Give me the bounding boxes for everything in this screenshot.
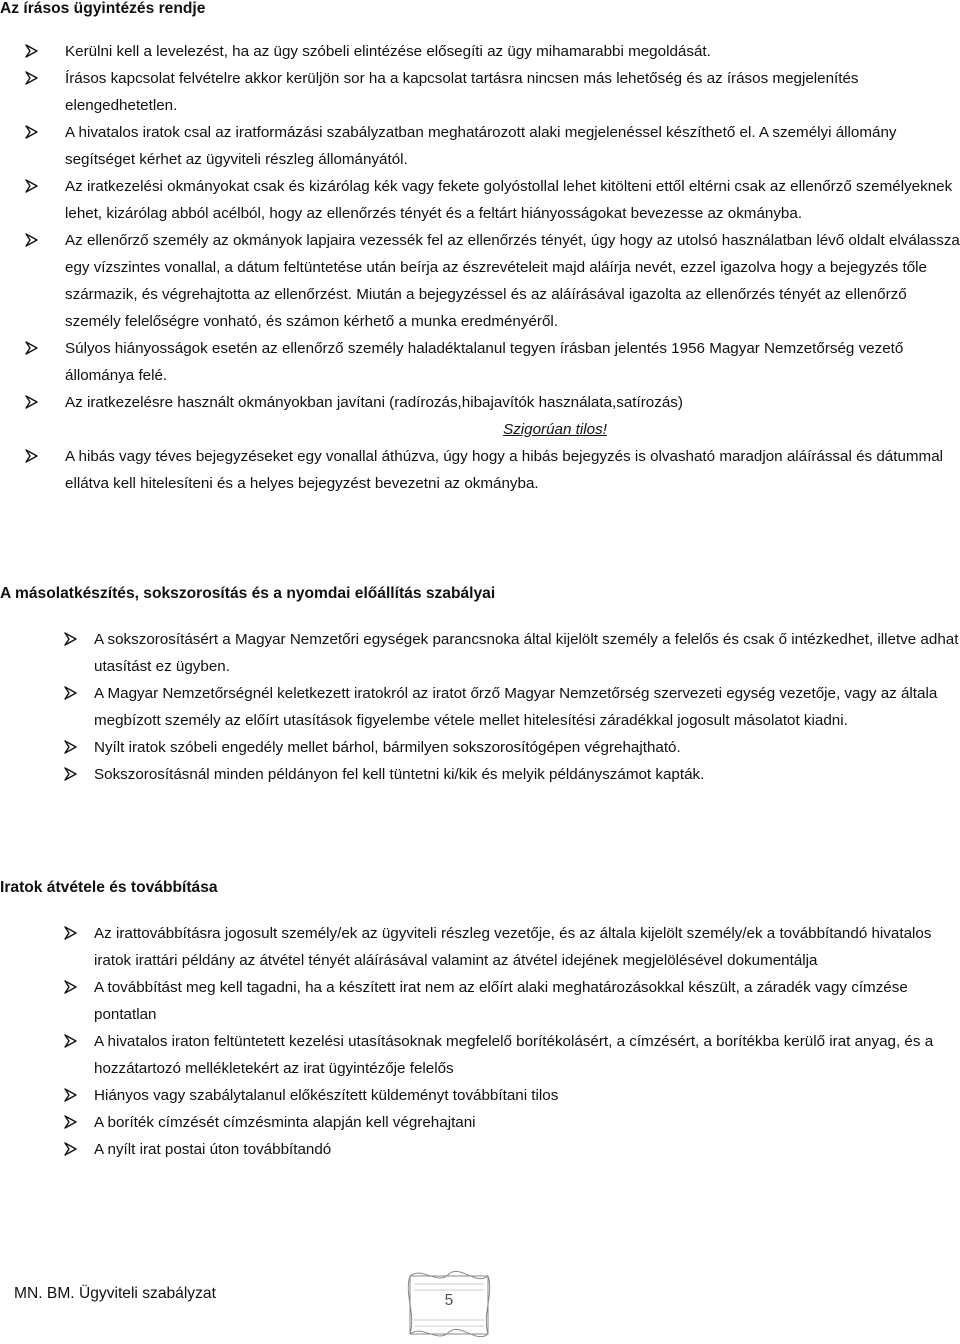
list-item-text: A hivatalos iraton feltüntetett kezelési utasításoknak megfelelő borítékolásért, a címzésért, a borítékba kerülő irat anyag, és a hozzátartozó mellékletekért az irat ügyintézője felelős bbox=[94, 1033, 934, 1077]
list-item bbox=[65, 443, 960, 497]
list-item bbox=[65, 38, 960, 65]
section1-list bbox=[65, 38, 960, 497]
arrowhead-bullet-icon bbox=[64, 767, 77, 781]
list-item bbox=[94, 1109, 960, 1136]
list-item-text: A hibás vagy téves bejegyzéseket egy vonallal áthúzva, úgy hogy a hibás bejegyzés is olvasható maradjon aláírással és dátummal ellátva kell hitelesíteni és a helyes bejegyzést bevezetni az okmányba. bbox=[65, 448, 944, 492]
list-item bbox=[65, 389, 960, 443]
section-title-document-transfer: Iratok átvétele és továbbítása bbox=[0, 879, 218, 896]
list-item-text: A hivatalos iratok csal az iratformázási szabályzatban meghatározott alaki megjelenéssel készíthető el. A személyi állomány segítséget kérhet az ügyviteli részleg állományától. bbox=[65, 124, 897, 168]
list-item bbox=[65, 227, 960, 335]
list-item-text: A sokszorosításért a Magyar Nemzetőri egységek parancsnoka által kijelölt személy a felelős és csak ő intézkedhet, illetve adhat utasítást ez ügyben. bbox=[94, 631, 959, 675]
list-item-text: Hiányos vagy szabálytalanul előkészített küldeményt továbbítani tilos bbox=[94, 1087, 559, 1104]
arrowhead-bullet-icon bbox=[64, 1034, 77, 1048]
list-item bbox=[94, 734, 960, 761]
list-item bbox=[94, 974, 960, 1028]
section2-list bbox=[94, 626, 960, 788]
arrowhead-bullet-icon bbox=[64, 926, 77, 940]
list-item bbox=[65, 173, 960, 227]
arrowhead-bullet-icon bbox=[25, 125, 38, 139]
arrowhead-bullet-icon bbox=[25, 71, 38, 85]
arrowhead-bullet-icon bbox=[64, 980, 77, 994]
page-number: 5 bbox=[444, 1292, 454, 1309]
list-item bbox=[94, 1028, 960, 1082]
section3-list bbox=[94, 920, 960, 1163]
list-item bbox=[65, 335, 960, 389]
emphasis-suffix: ! bbox=[602, 421, 607, 438]
section-title-copying-rules: A másolatkészítés, sokszorosítás és a nyomdai előállítás szabályai bbox=[0, 585, 496, 602]
arrowhead-bullet-icon bbox=[64, 686, 77, 700]
list-item bbox=[94, 626, 960, 680]
list-item bbox=[94, 761, 960, 788]
arrowhead-bullet-icon bbox=[64, 1088, 77, 1102]
list-item bbox=[94, 920, 960, 974]
arrowhead-bullet-icon bbox=[64, 740, 77, 754]
section-title-written-administration: Az írásos ügyintézés rendje bbox=[0, 0, 206, 17]
list-item-text: Az ellenőrző személy az okmányok lapjaira vezessék fel az ellenőrzés tényét, úgy hogy az utolsó használatban lévő oldalt elválassza egy vízszintes vonallal, a dátum feltüntetése után beírja az észrevételeit majd aláírja nevét, ezzel igazolva hogy a bejegyzés tőle származik, és végrehajtotta az ellenőrzést. Miután a bejegyzéssel és az aláírásával igazolta az ellenőrzés tényét az ellenőrző személy felelőségre vonható, és számon kérhető a munka eredményéről. bbox=[65, 232, 960, 330]
list-item bbox=[65, 65, 960, 119]
list-item-text: Az iratkezelési okmányokat csak és kizárólag kék vagy fekete golyóstollal lehet kitölteni ettől eltérni csak az ellenőrző személyeknek lehet, kizárólag abból acélból, hogy az ellenőrzés tényét és a feltárt hiányosságokat bevezesse az okmányba. bbox=[65, 178, 953, 222]
list-item bbox=[65, 119, 960, 173]
arrowhead-bullet-icon bbox=[25, 341, 38, 355]
list-item-text: Súlyos hiányosságok esetén az ellenőrző személy haladéktalanul tegyen írásban jelentés 1956 Magyar Nemzetőrség vezető állománya felé. bbox=[65, 340, 904, 384]
arrowhead-bullet-icon bbox=[25, 395, 38, 409]
arrowhead-bullet-icon bbox=[25, 44, 38, 58]
list-item-text: A továbbítást meg kell tagadni, ha a készített irat nem az előírt alaki meghatározásokkal készült, a záradék vagy címzése pontatlan bbox=[94, 979, 908, 1023]
list-item bbox=[94, 680, 960, 734]
list-item-text: Az irattovábbításra jogosult személy/ek az ügyviteli részleg vezetője, és az általa kijelölt személy/ek a továbbítandó hivatalos iratok irattári példány az átvétel tényét aláírásával valamint az átvétel idejének megjelölésével dokumentálja bbox=[94, 925, 932, 969]
list-item-text: A nyílt irat postai úton továbbítandó bbox=[94, 1141, 332, 1158]
page-number-frame bbox=[402, 1264, 496, 1340]
list-item-text: A boríték címzését címzésminta alapján kell végrehajtani bbox=[94, 1114, 476, 1131]
list-item bbox=[94, 1082, 960, 1109]
arrowhead-bullet-icon bbox=[64, 632, 77, 646]
arrowhead-bullet-icon bbox=[64, 1115, 77, 1129]
footer-label: MN. BM. Ügyviteli szabályzat bbox=[14, 1285, 216, 1302]
emphasis-line bbox=[65, 416, 960, 443]
strictly-forbidden-text: Szigorúan tilos bbox=[503, 421, 603, 438]
arrowhead-bullet-icon bbox=[25, 449, 38, 463]
list-item-text: Az iratkezelésre használt okmányokban javítani (radírozás,hibajavítók használata,satírozás) bbox=[65, 394, 683, 411]
list-item-text: Sokszorosításnál minden példányon fel kell tüntetni ki/kik és melyik példányszámot kapták. bbox=[94, 766, 705, 783]
list-item-text: Nyílt iratok szóbeli engedély mellet bárhol, bármilyen sokszorosítógépen végrehajtható. bbox=[94, 739, 681, 756]
list-item bbox=[94, 1136, 960, 1163]
arrowhead-bullet-icon bbox=[64, 1142, 77, 1156]
list-item-text: Írásos kapcsolat felvételre akkor kerüljön sor ha a kapcsolat tartásra nincsen más lehetőség és az írásos megjelenítés elengedhetetlen. bbox=[65, 70, 859, 114]
list-item-text: Kerülni kell a levelezést, ha az ügy szóbeli elintézése elősegíti az ügy mihamarabbi megoldását. bbox=[65, 43, 711, 60]
arrowhead-bullet-icon bbox=[25, 179, 38, 193]
list-item-text: A Magyar Nemzetőrségnél keletkezett iratokról az iratot őrző Magyar Nemzetőrség szervezeti egység vezetője, vagy az általa megbízott személy az előírt utasítások figyelembe vétele mellet hitelesítési záradékkal jogosult másolatot kiadni. bbox=[94, 685, 938, 729]
arrowhead-bullet-icon bbox=[25, 233, 38, 247]
